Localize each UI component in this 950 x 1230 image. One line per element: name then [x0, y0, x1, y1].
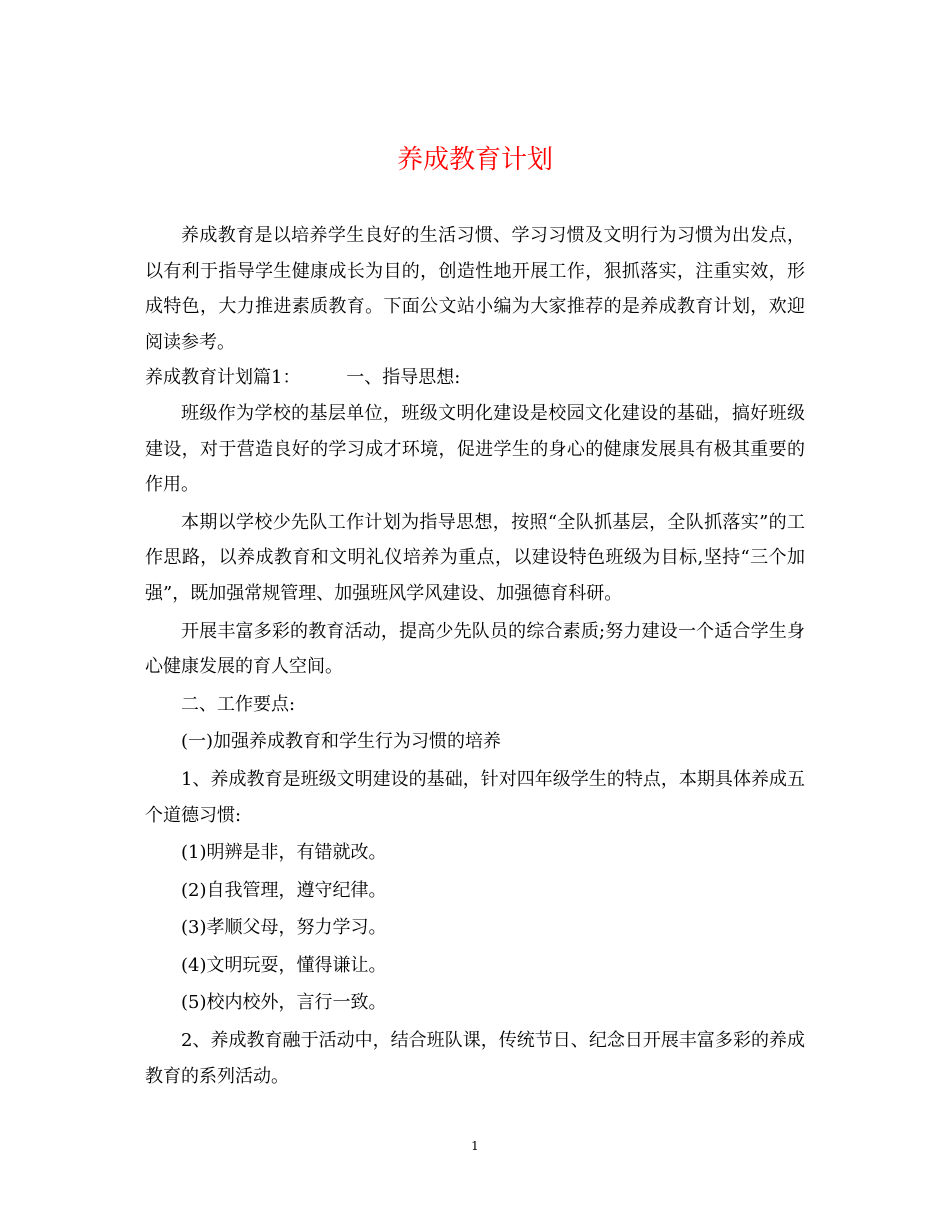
document-title: 养成教育计划: [396, 145, 553, 175]
document-body: [145, 218, 805, 1094]
list-item-habit-2: (2)自我管理，遵守纪律。: [181, 879, 387, 901]
paragraph-class-construction: 班级作为学校的基层单位，班级文明化建设是校园文化建设的基础，搞好班级建设，对于营造良好的学习成才环境，促进学生的身心的健康发展具有极其重要的作用。: [145, 402, 805, 496]
section-heading-guiding-ideology: 养成教育计划篇1： 一、指导思想:: [145, 367, 461, 389]
paragraph-five-habits: 1、养成教育是班级文明建设的基础，针对四年级学生的特点，本期具体养成五个道德习惯:: [145, 768, 805, 826]
list-item-habit-1: (1)明辨是非，有错就改。: [181, 842, 387, 864]
subsection-heading-habit-training: (一)加强养成教育和学生行为习惯的培养: [181, 731, 502, 753]
intro-paragraph: 养成教育是以培养学生良好的生活习惯、学习习惯及文明行为习惯为出发点，以有利于指导学生健康成长为目的，创造性地开展工作，狠抓落实，注重实效，形成特色，大力推进素质教育。下面公文站小编为大家推荐的是养成教育计划，欢迎阅读参考。: [145, 225, 805, 353]
list-item-habit-4: (4)文明玩耍，懂得谦让。: [181, 954, 387, 976]
paragraph-activities: 开展丰富多彩的教育活动，提高少先队员的综合素质;努力建设一个适合学生身心健康发展的育人空间。: [145, 620, 805, 678]
page-number: 1: [471, 1139, 479, 1153]
paragraph-activities-integration: 2、养成教育融于活动中，结合班队课，传统节日、纪念日开展丰富多彩的养成教育的系列活动。: [145, 1030, 805, 1087]
section-heading-work-points: 二、工作要点:: [181, 693, 296, 715]
list-item-habit-3: (3)孝顺父母，努力学习。: [181, 917, 387, 939]
list-item-habit-5: (5)校内校外，言行一致。: [181, 992, 387, 1014]
paragraph-term-guidance: 本期以学校少先队工作计划为指导思想，按照“全队抓基层，全队抓落实”的工作思路，以养成教育和文明礼仪培养为重点，以建设特色班级为目标,坚持“三个加强”，既加强常规管理、加强班风学风建设、加强德育科研。: [145, 511, 805, 604]
